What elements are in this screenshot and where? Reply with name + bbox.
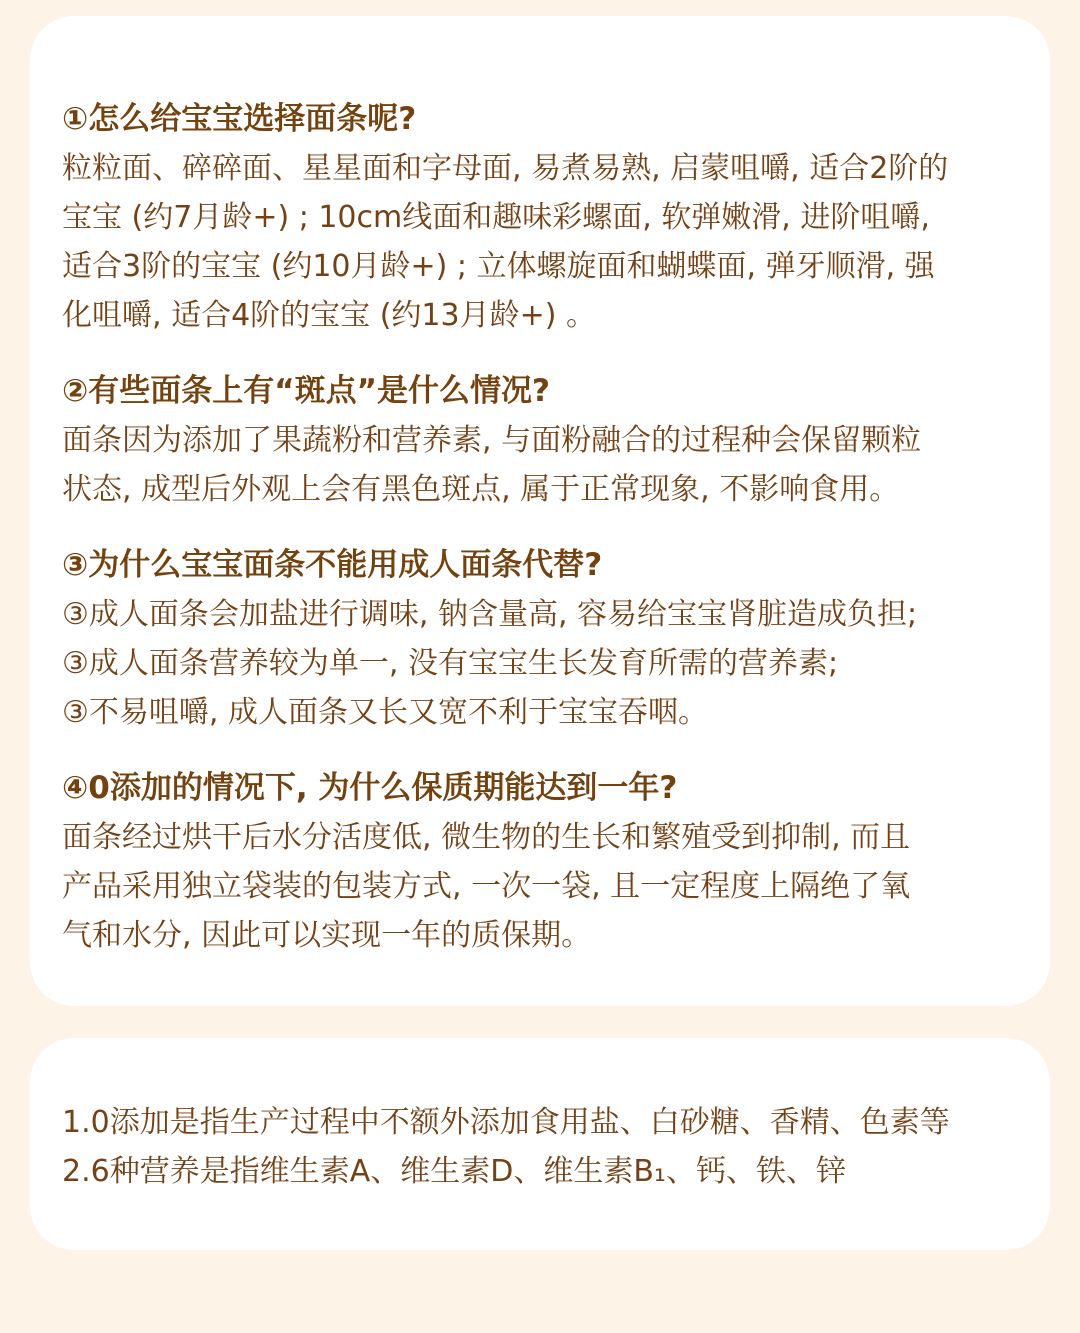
faq-card <box>30 16 1050 1006</box>
answer-line: ③不易咀嚼, 成人面条又长又宽不利于宝宝吞咽。 <box>62 695 708 730</box>
answer-line: 面条经过烘干后水分活度低, 微生物的生长和繁殖受到抑制, 而且 <box>62 820 911 855</box>
answer-line: ③成人面条营养较为单一, 没有宝宝生长发育所需的营养素; <box>62 646 839 681</box>
faq-item <box>62 94 1030 340</box>
answer-line: 状态, 成型后外观上会有黑色斑点, 属于正常现象, 不影响食用。 <box>62 472 900 507</box>
answer-line: 宝宝 (约7月龄+) ; 10cm线面和趣味彩螺面, 软弹嫩滑, 进阶咀嚼, <box>62 200 930 235</box>
faq-answer <box>62 416 1030 514</box>
answer-line: 适合3阶的宝宝 (约10月龄+) ; 立体螺旋面和蝴蝶面, 弹牙顺滑, 强 <box>62 249 935 284</box>
answer-line: 产品采用独立袋装的包装方式, 一次一袋, 且一定程度上隔绝了氧 <box>62 869 911 904</box>
answer-line: 粒粒面、碎碎面、星星面和字母面, 易煮易熟, 启蒙咀嚼, 适合2阶的 <box>62 151 949 186</box>
answer-line: 气和水分, 因此可以实现一年的质保期。 <box>62 918 592 953</box>
faq-answer <box>62 590 1030 737</box>
footnote-line: 2.6种营养是指维生素A、维生素D、维生素B₁、钙、铁、锌 <box>62 1154 846 1189</box>
faq-item <box>62 366 1030 514</box>
answer-line: 面条因为添加了果蔬粉和营养素, 与面粉融合的过程种会保留颗粒 <box>62 423 922 458</box>
faq-answer <box>62 813 1030 960</box>
footnote-card <box>30 1038 1050 1250</box>
footnote-line: 1.0添加是指生产过程中不额外添加食用盐、白砂糖、香精、色素等 <box>62 1105 950 1140</box>
faq-question: ①怎么给宝宝选择面条呢? <box>62 101 417 137</box>
faq-question: ④0添加的情况下, 为什么保质期能达到一年? <box>62 770 678 806</box>
answer-line: ③成人面条会加盐进行调味, 钠含量高, 容易给宝宝肾脏造成负担; <box>62 597 918 632</box>
faq-answer <box>62 144 1030 340</box>
faq-item <box>62 763 1030 960</box>
faq-item <box>62 540 1030 737</box>
faq-question: ③为什么宝宝面条不能用成人面条代替? <box>62 547 603 583</box>
faq-question: ②有些面条上有“斑点”是什么情况? <box>62 373 550 409</box>
answer-line: 化咀嚼, 适合4阶的宝宝 (约13月龄+) 。 <box>62 298 596 333</box>
